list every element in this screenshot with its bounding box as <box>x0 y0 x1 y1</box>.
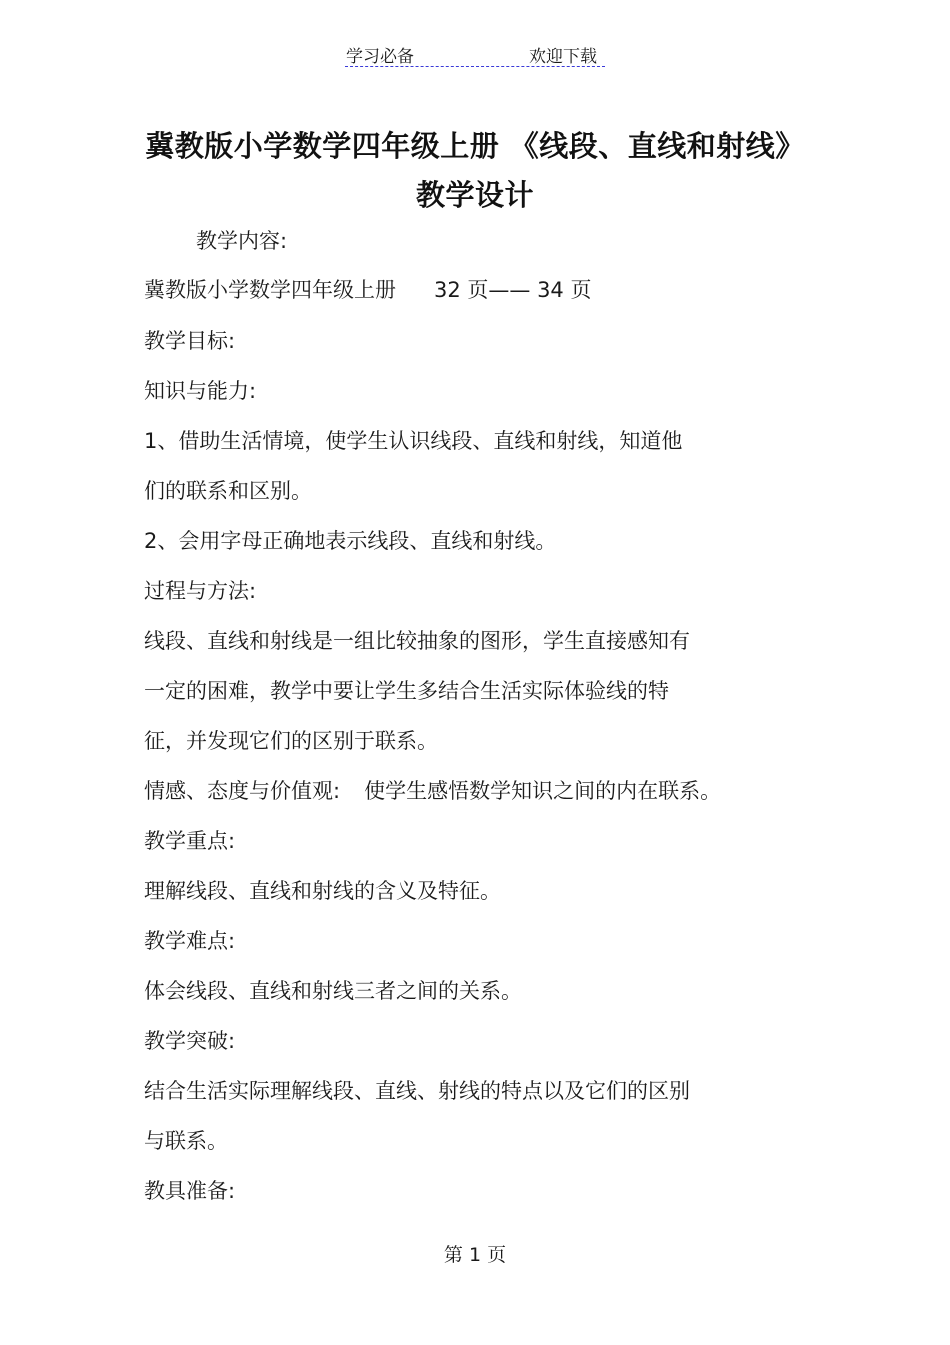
knowledge-item-1-line-1: 1、借助生活情境，使学生认识线段、直线和射线，知道他 <box>144 429 683 453</box>
process-line-3: 征，并发现它们的区别于联系。 <box>144 729 438 753</box>
process-label: 过程与方法: <box>144 579 257 603</box>
breakthrough-label: 教学突破: <box>144 1029 236 1053</box>
emotion-text: 使学生感悟数学知识之间的内在联系。 <box>364 779 722 803</box>
emotion-line <box>144 776 721 806</box>
teaching-content-line <box>144 275 591 305</box>
process-line-2: 一定的困难，教学中要让学生多结合生活实际体验线的特 <box>144 679 669 703</box>
difficulty-text: 体会线段、直线和射线三者之间的关系。 <box>144 979 522 1003</box>
document-subtitle: 教学设计 <box>415 178 534 212</box>
knowledge-item-2: 2、会用字母正确地表示线段、直线和射线。 <box>144 529 557 553</box>
textbook-name: 冀教版小学数学四年级上册 <box>144 278 396 302</box>
emotion-label: 情感、态度与价值观: <box>144 779 341 803</box>
key-point-label: 教学重点: <box>144 829 236 853</box>
page-number: 第 1 页 <box>443 1244 507 1266</box>
header-left-text: 学习必备 <box>346 47 414 67</box>
breakthrough-line-1: 结合生活实际理解线段、直线、射线的特点以及它们的区别 <box>144 1079 690 1103</box>
teaching-content-label: 教学内容: <box>196 229 288 253</box>
knowledge-item-1-line-2: 们的联系和区别。 <box>144 479 312 503</box>
objectives-label: 教学目标: <box>144 329 236 353</box>
document-title: 冀教版小学数学四年级上册 《线段、直线和射线》 <box>145 129 805 163</box>
tools-label: 教具准备: <box>144 1179 236 1203</box>
knowledge-label: 知识与能力: <box>144 379 257 403</box>
page-range: 32 页—— 34 页 <box>434 278 592 302</box>
key-point-text: 理解线段、直线和射线的含义及特征。 <box>144 879 501 903</box>
page-header <box>345 40 605 67</box>
difficulty-label: 教学难点: <box>144 929 236 953</box>
header-right-text: 欢迎下载 <box>529 47 597 67</box>
process-line-1: 线段、直线和射线是一组比较抽象的图形，学生直接感知有 <box>144 629 690 653</box>
breakthrough-line-2: 与联系。 <box>144 1129 228 1153</box>
